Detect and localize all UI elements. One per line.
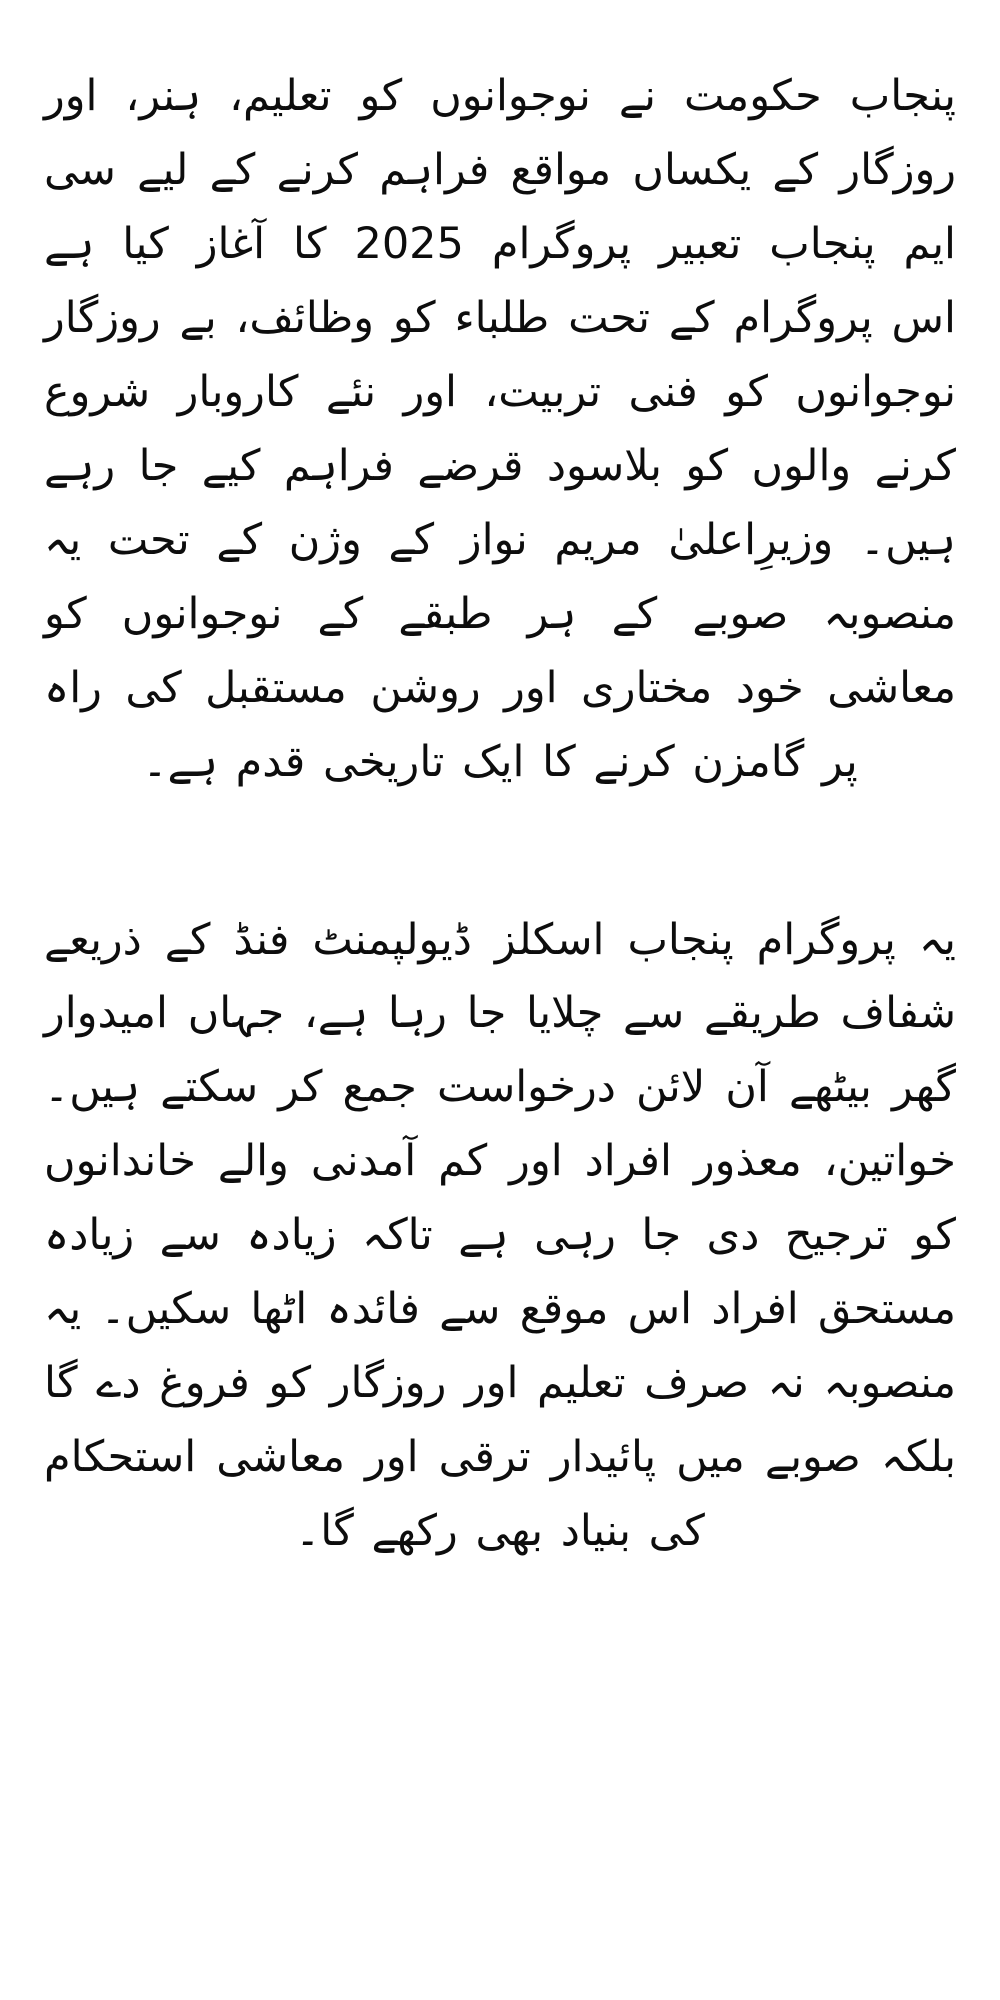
- paragraph-2: یہ پروگرام پنجاب اسکلز ڈیولپمنٹ فنڈ کے ذریعے شفاف طریقے سے چلایا جا رہا ہے، جہاں امیدوار گھر بیٹھے آن لائن درخواست جمع کر سکتے ہیں۔ خواتین، معذور افراد اور کم آمدنی والے خاندانوں کو ترجیح دی جا رہی ہے تاکہ زیادہ سے زیادہ مستحق افراد اس موقع سے فائدہ اٹھا سکیں۔ یہ منصوبہ نہ صرف تعلیم اور روزگار کو فروغ دے گا بلکہ صوبے میں پائیدار ترقی اور معاشی استحکام کی بنیاد بھی رکھے گا۔: [44, 914, 956, 1557]
- paragraph-1: پنجاب حکومت نے نوجوانوں کو تعلیم، ہنر، اور روزگار کے یکساں مواقع فراہم کرنے کے لیے سی ایم پنجاب تعبیر پروگرام 2025 کا آغاز کیا ہے اس پروگرام کے تحت طلباء کو وظائف، بے روزگار نوجوانوں کو فنی تربیت، اور نئے کاروبار شروع کرنے والوں کو بلاسود قرضے فراہم کیے جا رہے ہیں۔ وزیرِاعلیٰ مریم نواز کے وژن کے تحت یہ منصوبہ صوبے کے ہر طبقے کے نوجوانوں کو معاشی خود مختاری اور روشن مستقبل کی راہ پر گامزن کرنے کا ایک تاریخی قدم ہے۔: [44, 71, 956, 787]
- paragraph-spacer: [44, 808, 956, 904]
